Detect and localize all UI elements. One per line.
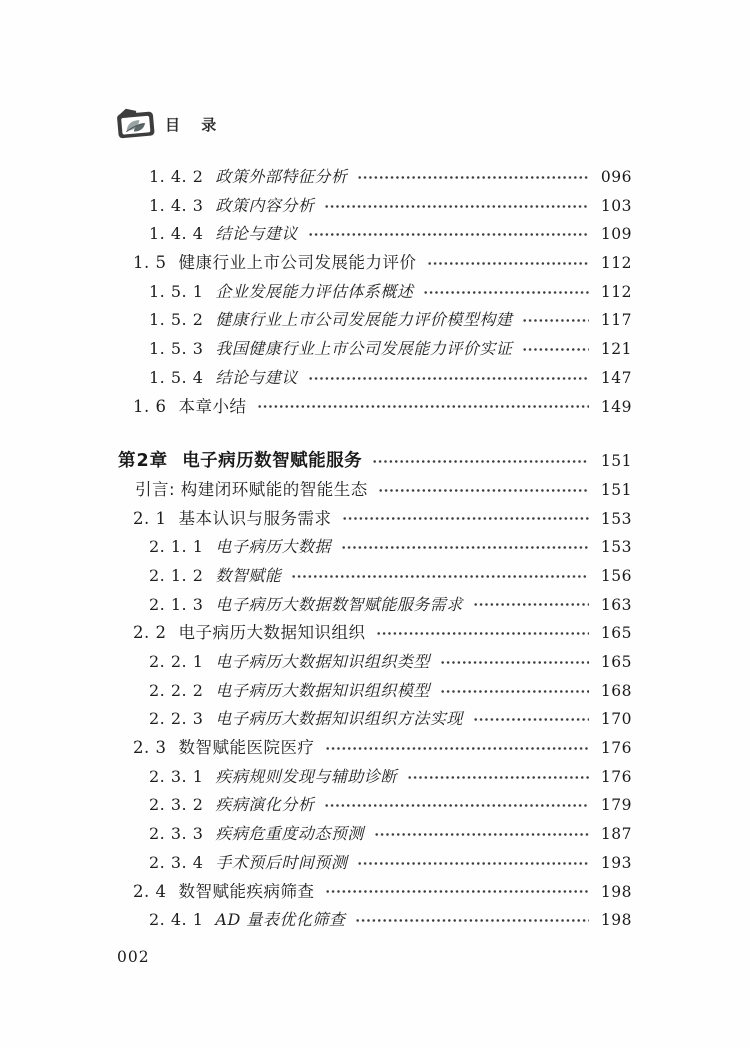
toc-entry-title: 电子病历大数据知识组织 [178,623,366,643]
toc-entry-title: 结论与建议 [215,367,298,387]
page-header [114,104,217,140]
toc-entry-page-number: 156 [600,566,632,585]
toc-entry-number: 2. 2. 2 [149,680,204,700]
toc-entry-number: 1. 6 [133,396,167,416]
toc-entry [118,476,632,505]
dot-leader [522,345,589,354]
dot-leader [376,629,590,638]
toc-entry-title: 健康行业上市公司发展能力评价模型构建 [215,310,513,330]
dot-leader [440,658,589,667]
toc-entry [118,163,632,192]
toc-entry-number: 2. 2 [133,623,167,643]
dot-leader [473,715,589,724]
toc-entry [118,306,632,335]
dot-leader [291,572,589,581]
toc-entry-page-number: 163 [600,595,632,614]
dot-leader [427,259,590,268]
toc-entry-title: AD 量表优化筛查 [215,910,346,930]
toc-entry-number: 2. 4. 1 [149,910,204,930]
toc-entry-number: 2. 3. 1 [149,766,204,786]
toc-entry [118,562,632,591]
toc-entry [118,791,632,820]
toc-entry-page-number: 117 [600,311,632,330]
toc-entry-title: 数智赋能 [215,565,282,585]
toc-entry [118,648,632,677]
dot-leader [257,402,590,411]
toc-entry-title: 电子病历数智赋能服务 [182,451,363,472]
toc-entry-page-number: 165 [600,624,632,643]
toc-entry-number: 1. 5. 2 [149,310,204,330]
toc-entry-title: 电子病历大数据 [215,537,331,557]
toc-entry-page-number: 198 [600,882,632,901]
toc-entry-number: 2. 1. 3 [149,594,204,614]
toc-entry [118,505,632,534]
toc-entry [118,364,632,393]
dot-leader [324,202,589,211]
dot-leader [440,687,589,696]
toc-entry-title: 手术预后时间预测 [215,852,348,872]
toc-entry-title: 政策内容分析 [215,195,315,215]
toc-list [118,163,632,935]
dot-leader [473,600,589,609]
toc-entry-page-number: 112 [600,282,632,301]
toc-entry-page-number: 103 [600,196,632,215]
dot-leader [374,830,589,839]
toc-entry-page-number: 096 [600,168,632,186]
toc-entry-page-number: 112 [600,254,632,273]
dot-leader [342,514,590,523]
toc-entry-page-number: 121 [600,340,632,359]
toc-entry-title: 数智赋能医院医疗 [178,738,315,758]
toc-entry [118,906,632,935]
page-title: 目 录 [165,115,218,134]
dot-leader [308,230,589,239]
toc-entry-number: 2. 2. 3 [149,709,204,729]
toc-entry [118,591,632,620]
toc-entry [118,533,632,562]
toc-entry [118,192,632,221]
toc-entry-title: 电子病历大数据数智赋能服务需求 [215,594,463,614]
toc-entry-number: 2. 3. 3 [149,824,204,844]
folio-page-number: 002 [117,948,150,966]
toc-entry [118,763,632,792]
toc-entry-page-number: 151 [600,480,632,499]
toc-entry-number: 2. 1 [133,508,167,528]
toc-entry-page-number: 198 [600,911,632,930]
page-footer [117,948,150,966]
dot-leader [423,288,589,297]
toc-entry-page-number: 176 [600,739,632,758]
toc-entry-title: 企业发展能力评估体系概述 [215,281,414,301]
toc-entry-number: 2. 3. 2 [149,795,204,815]
dot-leader [378,486,589,495]
toc-entry-page-number: 165 [600,653,632,671]
toc-entry-title: 政策外部特征分析 [215,167,348,186]
toc-entry-page-number: 109 [600,225,632,244]
dot-leader [324,801,589,810]
toc-entry-title: 疾病危重度动态预测 [215,824,364,844]
toc-entry-number: 1. 5 [133,253,167,273]
leaf-folder-icon [114,104,156,140]
toc-entry-number: 2. 1. 1 [149,537,204,557]
toc-entry-page-number: 187 [600,825,632,844]
toc-entry-page-number: 168 [600,681,632,700]
toc-entry-page-number: 170 [600,710,632,729]
toc-entry [118,393,632,422]
dot-leader [357,859,589,868]
toc-entry [118,220,632,249]
toc-entry-number: 1. 4. 3 [149,195,204,215]
toc-entry-title: 疾病演化分析 [215,795,315,815]
dot-leader [357,173,589,182]
toc-entry-page-number: 179 [600,796,632,815]
toc-entry-title: 疾病规则发现与辅助诊断 [215,766,397,786]
toc-entry [118,849,632,878]
dot-leader [522,316,589,325]
toc-entry [118,705,632,734]
toc-entry-title: 电子病历大数据知识组织类型 [215,652,430,671]
toc-entry-number: 第2章 [118,451,169,472]
toc-entry [118,619,632,648]
toc-entry-number: 1. 5. 3 [149,339,204,359]
toc-entry [118,734,632,763]
toc-entry-number: 2. 4 [133,881,167,901]
toc-entry [118,447,632,476]
toc-entry-number: 2. 1. 2 [149,565,204,585]
toc-entry-page-number: 193 [600,853,632,872]
dot-leader [308,374,589,383]
toc-entry-page-number: 149 [600,397,632,416]
toc-entry-title: 基本认识与服务需求 [178,508,332,528]
toc-entry-number: 1. 5. 1 [149,281,204,301]
toc-entry [118,278,632,307]
toc-entry-number: 2. 3 [133,738,167,758]
toc-entry-title: 数智赋能疾病筛查 [178,881,315,901]
toc-entry-number: 1. 4. 4 [149,224,204,244]
toc-entry-title: 电子病历大数据知识组织方法实现 [215,709,463,729]
toc-entry-number: 2. 3. 4 [149,852,204,872]
toc-entry [118,335,632,364]
dot-leader [355,916,589,925]
toc-entry-number: 1. 5. 4 [149,367,204,387]
toc-entry-page-number: 153 [600,509,632,528]
toc-entry-title: 健康行业上市公司发展能力评价 [178,253,417,273]
toc-entry [118,820,632,849]
toc-entry [118,878,632,907]
toc-entry-number: 1. 4. 2 [149,167,204,186]
dot-leader [372,457,589,466]
toc-entry-title: 本章小结 [178,396,247,416]
toc-entry-title: 引言: 构建闭环赋能的智能生态 [135,479,368,499]
dot-leader [325,744,590,753]
dot-leader [341,543,589,552]
toc-entry-title: 结论与建议 [215,224,298,244]
toc-entry-number: 2. 2. 1 [149,652,204,671]
toc-entry-title: 电子病历大数据知识组织模型 [215,680,430,700]
toc-entry-page-number: 176 [600,767,632,786]
toc-entry-page-number: 151 [600,452,632,471]
toc-entry-title: 我国健康行业上市公司发展能力评价实证 [215,339,513,359]
toc-entry-page-number: 147 [600,368,632,387]
dot-leader [325,887,590,896]
toc-entry [118,677,632,706]
dot-leader [407,773,589,782]
toc-entry-page-number: 153 [600,538,632,557]
toc-entry [118,249,632,278]
